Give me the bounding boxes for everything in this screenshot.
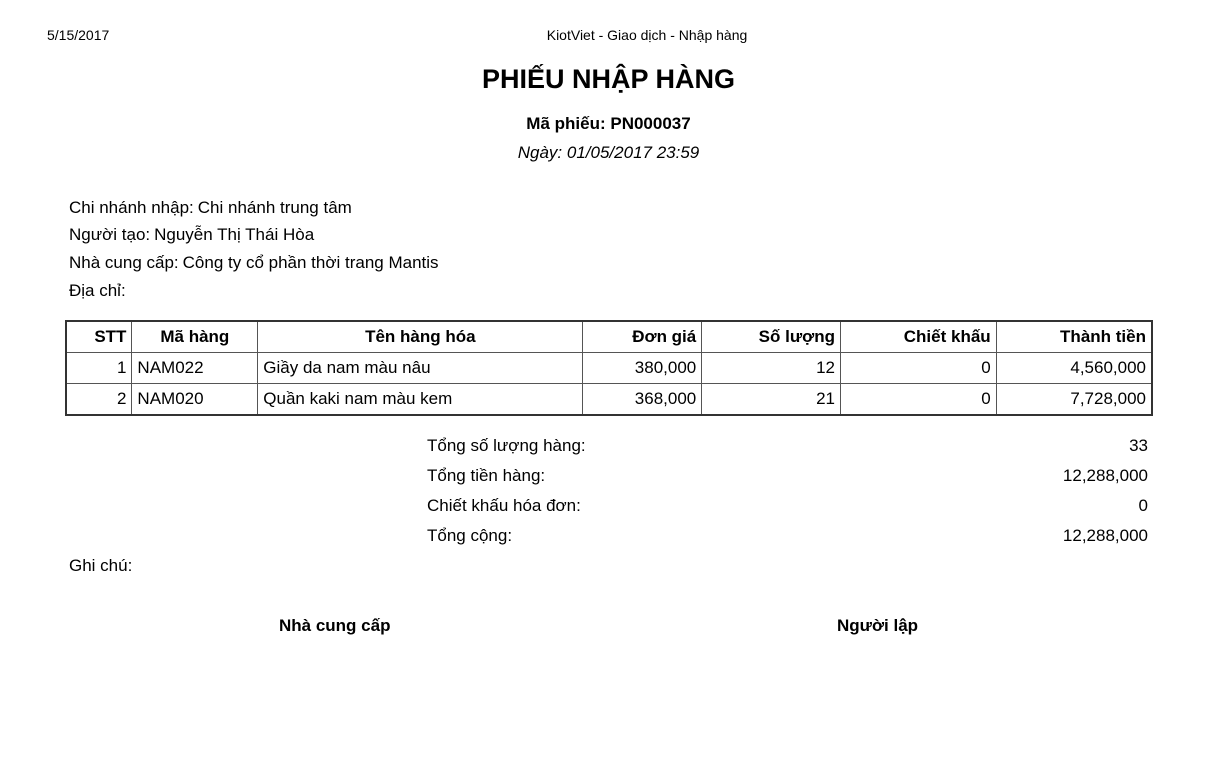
supplier-line [69,253,439,273]
summary-total-qty-value: 33 [1129,436,1148,455]
cell-qty: 21 [702,384,841,416]
branch-value: Chi nhánh trung tâm [197,198,352,217]
column-header: STT [66,321,132,353]
document-date-value: 01/05/2017 23:59 [566,143,700,162]
cell-name: Quần kaki nam màu kem [258,384,583,416]
note-label: Ghi chú: [69,556,133,575]
summary-total-label: Tổng cộng: [427,526,513,545]
summary-total-qty [427,436,1148,456]
cell-discount: 0 [841,353,997,384]
address-line [69,281,130,301]
column-header: Chiết khấu [841,321,997,353]
document-code [0,114,1214,134]
creator-value: Nguyễn Thị Thái Hòa [154,225,315,244]
cell-stt: 1 [66,353,132,384]
column-header: Mã hàng [132,321,258,353]
supplier-value: Công ty cổ phần thời trang Mantis [182,253,439,272]
table-row [66,384,1152,416]
table-header-row [66,321,1152,353]
branch-line [69,198,352,218]
items-table [65,320,1153,416]
column-header: Đơn giá [583,321,702,353]
creator-line [69,225,314,245]
column-header: Tên hàng hóa [258,321,583,353]
cell-name: Giầy da nam màu nâu [258,353,583,384]
cell-amount: 7,728,000 [996,384,1152,416]
cell-price: 368,000 [583,384,702,416]
cell-amount: 4,560,000 [996,353,1152,384]
cell-discount: 0 [841,384,997,416]
cell-qty: 12 [702,353,841,384]
summary-total [427,526,1148,546]
cell-code: NAM020 [132,384,258,416]
summary-subtotal-label: Tổng tiền hàng: [427,466,546,485]
document-date [0,143,1214,163]
column-header: Thành tiền [996,321,1152,353]
column-header: Số lượng [702,321,841,353]
document-code-value: PN000037 [610,114,691,133]
summary-discount-value: 0 [1138,496,1148,515]
branch-label: Chi nhánh nhập: [69,198,194,217]
page-header-title: KiotViet - Giao dịch - Nhập hàng [546,27,748,43]
summary-subtotal-value: 12,288,000 [1062,466,1148,485]
address-label: Địa chỉ: [69,281,126,300]
document-title: PHIẾU NHẬP HÀNG [481,64,736,94]
signature-creator: Người lập [837,616,919,635]
cell-price: 380,000 [583,353,702,384]
supplier-label: Nhà cung cấp: [69,253,179,272]
signature-supplier: Nhà cung cấp [279,616,391,635]
cell-stt: 2 [66,384,132,416]
print-date: 5/15/2017 [47,27,110,43]
cell-code: NAM022 [132,353,258,384]
document-date-label: Ngày: [517,143,563,162]
summary-subtotal [427,466,1148,486]
summary-total-value: 12,288,000 [1062,526,1148,545]
document-code-label: Mã phiếu: [526,114,606,133]
creator-label: Người tạo: [69,225,151,244]
summary-total-qty-label: Tổng số lượng hàng: [427,436,586,455]
summary-discount [427,496,1148,516]
table-row [66,353,1152,384]
summary-discount-label: Chiết khấu hóa đơn: [427,496,581,515]
